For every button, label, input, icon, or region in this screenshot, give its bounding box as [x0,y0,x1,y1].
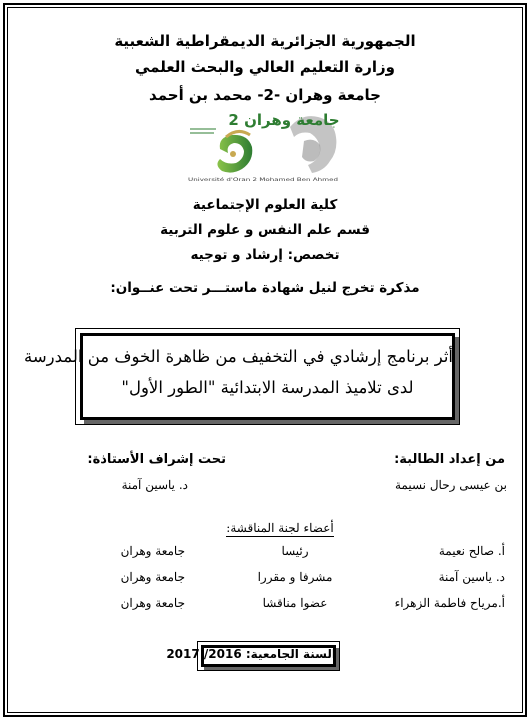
committee-member-1-role: رئيسا [281,544,309,558]
committee-member-2-university: جامعة وهران [120,570,185,584]
specialty-name: تخصص: إرشاد و توجيه [190,247,340,263]
university-logo [186,107,344,182]
committee-title: أعضاء لجنة المناقشة: [226,521,334,535]
academic-year: السنة الجامعية: 2016/ 2017 [166,647,336,661]
committee-member-3-university: جامعة وهران [120,596,185,610]
logo-latin-text: Université d'Oran 2 Mohamed Ben Ahmed [188,178,285,182]
committee-member-2-name: د. ياسين آمنة [438,570,505,584]
committee-member-3-name: أ.مرياح فاطمة الزهراء [394,596,505,610]
faculty-name: كلية العلوم الإجتماعية [192,197,338,213]
thesis-title-line1: أثر برنامج إرشادي في التخفيف من ظاهرة الخوف من المدرسة [24,347,453,366]
committee-member-1-university: جامعة وهران [120,544,185,558]
student-label: من إعداد الطالبة: [394,452,505,467]
department-name: قسم علم النفس و علوم التربية [160,222,370,238]
supervisor-name: د. ياسين آمنة [121,478,188,492]
thesis-title-line2: لدى تلاميذ المدرسة الابتدائية "الطور الأول" [121,378,414,397]
thesis-intro: مذكرة تخرج لنيل شهادة ماستـــر تحت عنــوان: [110,280,420,296]
committee-member-3-role: عضوا مناقشا [262,596,328,610]
supervisor-label: تحت إشراف الأستاذة: [87,452,226,467]
committee-member-1-name: أ. صالح نعيمة [438,544,505,558]
logo-arabic-text: جامعة وهران 2 [228,111,340,129]
university-name: جامعة وهران -2- محمد بن أحمد [149,86,381,104]
republic-name: الجمهورية الجزائرية الديمقراطية الشعبية [114,32,416,50]
committee-member-2-role: مشرفا و مقررا [257,570,333,584]
student-name: بن عيسى رحال نسيمة [394,478,507,492]
ministry-name: وزارة التعليم العالي والبحث العلمي [134,58,396,76]
